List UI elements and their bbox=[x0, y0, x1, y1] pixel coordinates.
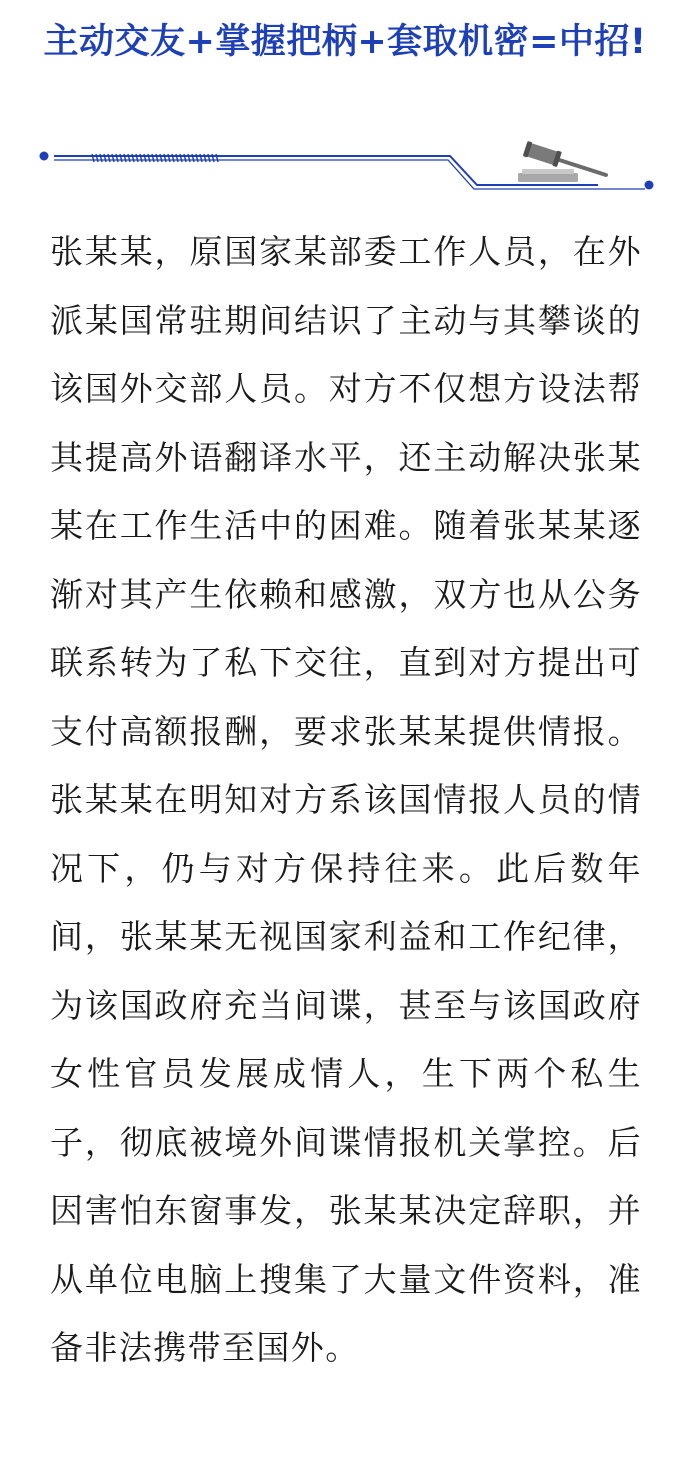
decorative-divider bbox=[30, 135, 660, 195]
gavel-icon bbox=[518, 141, 606, 182]
article-title: 主动交友+掌握把柄+套取机密=中招! bbox=[43, 22, 647, 62]
article-body: 张某某，原国家某部委工作人员，在外派某国常驻期间结识了主动与其攀谈的该国外交部人员。对方不仅想方设法帮其提高外语翻译水平，还主动解决张某某在工作生活中的困难。随着张某某逐渐对其产生依赖和感激，双方也从公务联系转为了私下交往，直到对方提出可支付高额报酬，要求张某某提供情报。张某某在明知对方系该国情报人员的情况下，仍与对方保持往来。此后数年间，张某某无视国家利益和工作纪律，为该国政府充当间谍，甚至与该国政府女性官员发展成情人，生下两个私生子，彻底被境外间谍情报机关掌控。后因害怕东窗事发，张某某决定辞职，并从单位电脑上搜集了大量文件资料，准备非法携带至国外。 bbox=[50, 232, 642, 1367]
